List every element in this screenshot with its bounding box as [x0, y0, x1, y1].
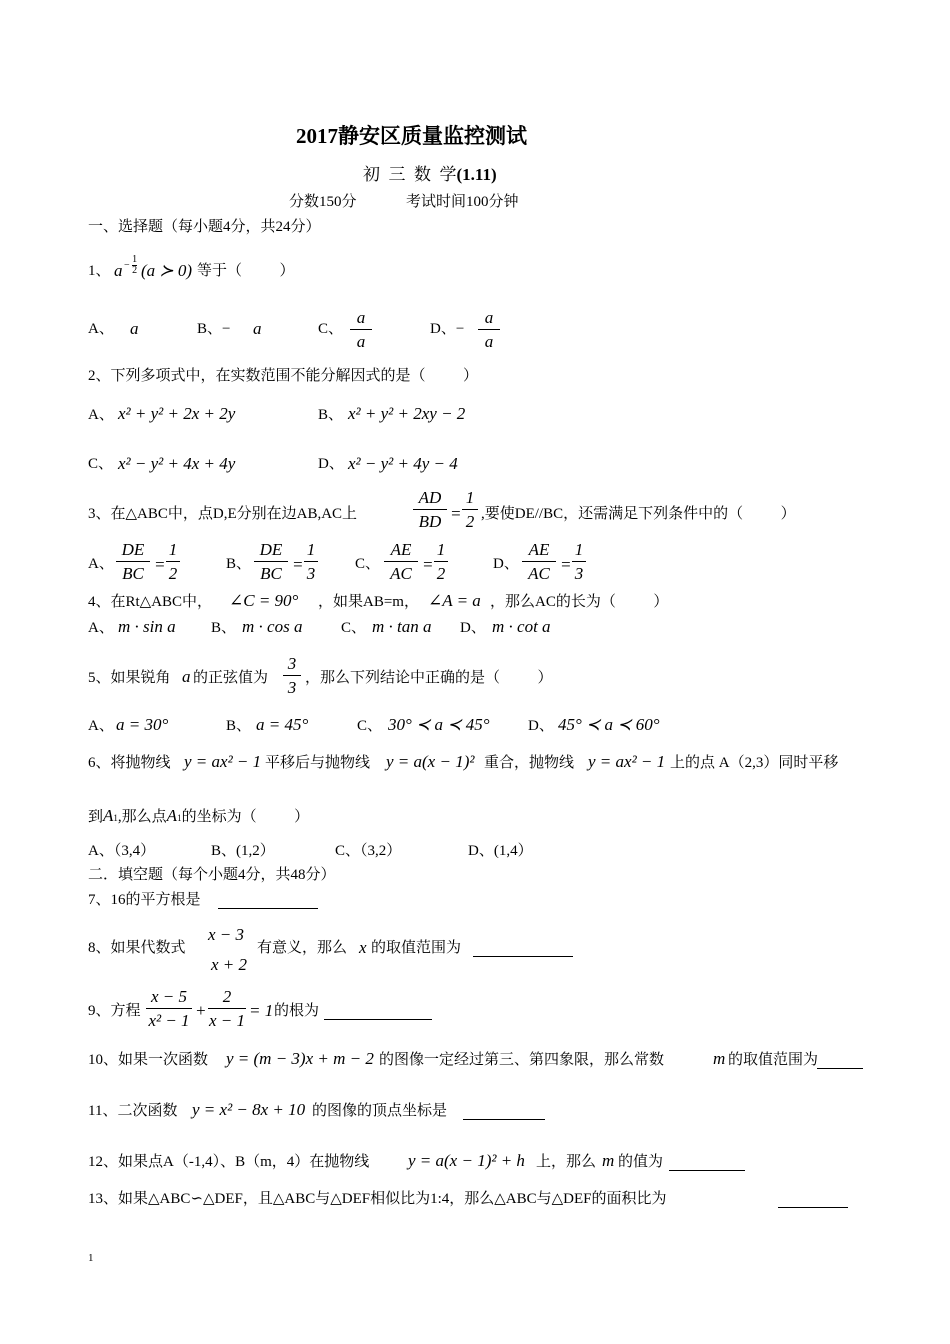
q3-d-den: AC — [528, 564, 550, 583]
q3-frac-half — [462, 489, 478, 530]
q6-line2-mid: ,那么点 — [117, 809, 167, 825]
q6-point-a1: A — [103, 806, 114, 825]
q6-option-d: D、(1,4） — [468, 843, 533, 859]
q3-a-eq: = — [154, 555, 166, 574]
q1-exponent — [124, 255, 137, 276]
q1-number: 1、 — [88, 263, 111, 279]
q3-option-d-frac — [522, 541, 556, 582]
q2-option-b-label: B、 — [318, 407, 344, 423]
q5-option-c-math: 30° ≺ a ≺ 45° — [388, 715, 490, 734]
q3-option-a-label: A、 — [88, 556, 114, 572]
q10-pre: 10、如果一次函数 — [88, 1052, 209, 1068]
q3-option-b-frac — [254, 541, 288, 582]
q4-option-d-math: m · cot a — [492, 617, 551, 636]
page-subtitle — [363, 166, 497, 183]
q3-frac1-num: AD — [418, 488, 442, 507]
q3-pre: 3、在△ABC中，点D,E分别在边AB,AC上 — [88, 506, 358, 522]
q6-line2-pre: 到 — [88, 809, 104, 825]
subtitle-date: (1.11) — [456, 165, 497, 184]
q3-option-d-label: D、 — [493, 556, 519, 572]
q1-option-c-label: C、 — [318, 321, 344, 337]
q1-option-d-fraction — [478, 309, 500, 350]
q3-option-a-frac — [116, 541, 150, 582]
q6-math-3: y = ax² − 1 — [588, 752, 666, 771]
q3-c-den: AC — [390, 564, 412, 583]
q3-b-rd: 3 — [306, 564, 316, 583]
q2-option-a-label: A、 — [88, 407, 114, 423]
q6-pre: 6、将抛物线 — [88, 755, 171, 771]
q5-mid: 的正弦值为 — [193, 670, 269, 686]
q1-tail: 等于（ ） — [197, 263, 295, 279]
q11-pre: 11、二次函数 — [88, 1103, 178, 1119]
q9-fraction-1 — [146, 988, 192, 1029]
q3-a-den: BC — [122, 564, 144, 583]
q3-d-num: AE — [528, 540, 550, 559]
q3-d-rn: 1 — [574, 540, 584, 559]
q3-a-rn: 1 — [168, 540, 178, 559]
q3-c-eq: = — [422, 555, 434, 574]
q12-math: y = a(x − 1)² + h — [408, 1151, 525, 1170]
q6-post: 上的点 A（2,3）同时平移 — [670, 755, 839, 771]
subtitle-prefix: 初 三 数 学 — [363, 165, 457, 184]
q9-f2-num: 2 — [222, 987, 232, 1006]
q2-option-a-math: x² + y² + 2x + 2y — [118, 404, 236, 423]
q9-fraction-2 — [208, 988, 246, 1029]
q9-pre: 9、方程 — [88, 1003, 141, 1019]
q3-frac2-den: 2 — [465, 512, 475, 531]
q3-frac2-num: 1 — [465, 488, 475, 507]
q3-option-b-rhs — [304, 541, 318, 582]
q3-b-den: BC — [260, 564, 282, 583]
q8-pre: 8、如果代数式 — [88, 940, 186, 956]
q4-option-a-math: m · sin a — [118, 617, 176, 636]
q1-d-num: a — [484, 308, 494, 327]
section-1-heading: 一、选择题（每小题4分，共24分） — [88, 219, 321, 235]
q11-post: 的图像的顶点坐标是 — [312, 1103, 448, 1119]
q3-option-a-rhs — [166, 541, 180, 582]
q2-option-b-math: x² + y² + 2xy − 2 — [348, 404, 466, 423]
q1-option-b-math: a — [253, 319, 262, 338]
q1-condition: (a ≻ 0) — [141, 261, 193, 280]
q10-math: y = (m − 3)x + m − 2 — [226, 1049, 374, 1068]
q1-option-d-label: D、− — [430, 321, 465, 337]
q3-b-rn: 1 — [306, 540, 316, 559]
q3-d-eq: = — [560, 555, 572, 574]
q11-math: y = x² − 8x + 10 — [192, 1100, 306, 1119]
q12-post: 的值为 — [618, 1154, 664, 1170]
q3-c-rn: 1 — [436, 540, 446, 559]
q4-option-d-label: D、 — [460, 620, 486, 636]
q4-option-c-label: C、 — [341, 620, 367, 636]
q9-plus: + — [195, 1001, 207, 1020]
q9-answer-blank[interactable] — [324, 1019, 432, 1020]
q1-c-den: a — [356, 332, 366, 351]
q2-option-c-math: x² − y² + 4x + 4y — [118, 454, 236, 473]
q4-math-angle-a: ∠A = a — [428, 591, 481, 610]
q6-point-a2-sub: 1 — [177, 813, 182, 823]
q6-point-a2: A — [166, 806, 178, 825]
q5-option-c-label: C、 — [357, 718, 383, 734]
q4-math-angle-c: ∠C = 90° — [229, 591, 299, 610]
q10-mid: 的图像一定经过第三、第四象限，那么常数 — [379, 1052, 665, 1068]
q13-answer-blank[interactable] — [778, 1207, 848, 1208]
q5-option-d-label: D、 — [528, 718, 554, 734]
q9-f2-den: x − 1 — [208, 1011, 246, 1030]
q6-line2 — [88, 807, 309, 825]
q3-a-num: DE — [121, 540, 145, 559]
q3-d-rd: 3 — [574, 564, 584, 583]
q2-text: 2、下列多项式中，在实数范围不能分解因式的是（ ） — [88, 368, 479, 384]
q5-option-a-math: a = 30° — [116, 715, 169, 734]
q12-pre: 12、如果点A（-1,4）、B（m，4）在抛物线 — [88, 1154, 370, 1170]
score-info: 分数150分 — [289, 194, 357, 210]
q5-pre: 5、如果锐角 — [88, 670, 171, 686]
q4-pre: 4、在Rt△ABC中， — [88, 594, 213, 610]
q9-f1-num: x − 5 — [150, 987, 188, 1006]
q5-option-d-math: 45° ≺ a ≺ 60° — [558, 715, 660, 734]
page-title — [296, 126, 527, 147]
q6-mid1: 平移后与抛物线 — [265, 755, 371, 771]
q1-option-c-fraction — [350, 309, 372, 350]
q6-option-a: A、（3,4） — [88, 843, 156, 859]
q4-option-a-label: A、 — [88, 620, 114, 636]
q3-b-eq: = — [292, 555, 304, 574]
q5-fraction — [283, 655, 301, 696]
q4-post: ，那么AC的长为（ ） — [490, 594, 669, 610]
q3-post: ,要使DE//BC，还需满足下列条件中的（ ） — [481, 506, 796, 522]
q10-var: m — [713, 1049, 726, 1068]
q6-math-1: y = ax² − 1 — [184, 752, 262, 771]
q6-option-b: B、(1,2） — [211, 843, 275, 859]
q4-option-b-math: m · cos a — [242, 617, 303, 636]
q5-var: a — [182, 667, 191, 686]
q1-exp-num: 1 — [132, 254, 138, 265]
q10-post: 的取值范围为 — [728, 1052, 819, 1068]
q11-answer-blank[interactable] — [463, 1119, 545, 1120]
q7-text: 7、16的平方根是 — [88, 892, 201, 908]
q2-option-d-label: D、 — [318, 456, 344, 472]
q6-point-a1-sub: 1 — [113, 813, 118, 823]
q1-base: a — [114, 261, 123, 280]
q12-var: m — [602, 1151, 615, 1170]
q8-mid: 有意义，那么 — [257, 940, 348, 956]
q12-answer-blank[interactable] — [669, 1170, 745, 1171]
q3-c-num: AE — [390, 540, 412, 559]
q1-exp-sign: − — [124, 259, 130, 271]
q2-option-c-label: C、 — [88, 456, 114, 472]
q6-option-c: C、（3,2） — [335, 843, 402, 859]
q9-f1-den: x² − 1 — [148, 1011, 190, 1030]
q3-frac-ad-bd — [413, 489, 447, 530]
q7-answer-blank[interactable] — [218, 908, 318, 909]
section-2-heading: 二．填空题（每个小题4分，共48分） — [88, 867, 336, 883]
q5-option-a-label: A、 — [88, 718, 114, 734]
q3-option-c-label: C、 — [355, 556, 381, 572]
q1-option-b-label: B、− — [197, 321, 231, 337]
q4-mid: ，如果AB=m， — [318, 594, 419, 610]
q3-option-c-frac — [384, 541, 418, 582]
q3-option-b-label: B、 — [226, 556, 252, 572]
q1-exp-den: 2 — [132, 265, 138, 276]
q5-den: 3 — [287, 678, 297, 697]
page-number: 1 — [88, 1252, 94, 1264]
q9-eq: = 1 — [249, 1001, 274, 1020]
q3-b-num: DE — [259, 540, 283, 559]
q8-answer-blank[interactable] — [473, 956, 573, 957]
q1-option-a-math: a — [130, 319, 139, 338]
q3-c-rd: 2 — [436, 564, 446, 583]
q10-answer-blank[interactable] — [817, 1068, 863, 1069]
q9-post: 的根为 — [274, 1003, 320, 1019]
q3-a-rd: 2 — [168, 564, 178, 583]
q5-num: 3 — [287, 654, 297, 673]
q12-mid: 上，那么 — [536, 1154, 597, 1170]
q8-post: 的取值范围为 — [371, 940, 462, 956]
q3-option-c-rhs — [434, 541, 448, 582]
q1-d-den: a — [484, 332, 494, 351]
q5-option-b-math: a = 45° — [256, 715, 309, 734]
q1-option-a-label: A、 — [88, 321, 114, 337]
page-title-text: 2017静安区质量监控测试 — [296, 124, 527, 148]
q5-option-b-label: B、 — [226, 718, 252, 734]
q6-math-2: y = a(x − 1)² — [386, 752, 475, 771]
q4-option-c-math: m · tan a — [372, 617, 432, 636]
q1-c-num: a — [356, 308, 366, 327]
q8-var: x — [359, 938, 367, 957]
q8-num: x − 3 — [208, 925, 245, 944]
q13-text: 13、如果△ABC∽△DEF，且△ABC与△DEF相似比为1:4，那么△ABC与△DEF的面积比为 — [88, 1191, 667, 1207]
q6-line2-post: 的坐标为（ ） — [181, 809, 310, 825]
q6-mid2: 重合，抛物线 — [484, 755, 575, 771]
q3-eq: = — [450, 504, 462, 523]
q3-option-d-rhs — [572, 541, 586, 582]
q5-post: ，那么下列结论中正确的是（ ） — [305, 670, 553, 686]
q2-option-d-math: x² − y² + 4y − 4 — [348, 454, 458, 473]
q8-den: x + 2 — [211, 955, 248, 974]
q3-frac1-den: BD — [418, 512, 442, 531]
q4-option-b-label: B、 — [211, 620, 237, 636]
time-info: 考试时间100分钟 — [406, 194, 519, 210]
